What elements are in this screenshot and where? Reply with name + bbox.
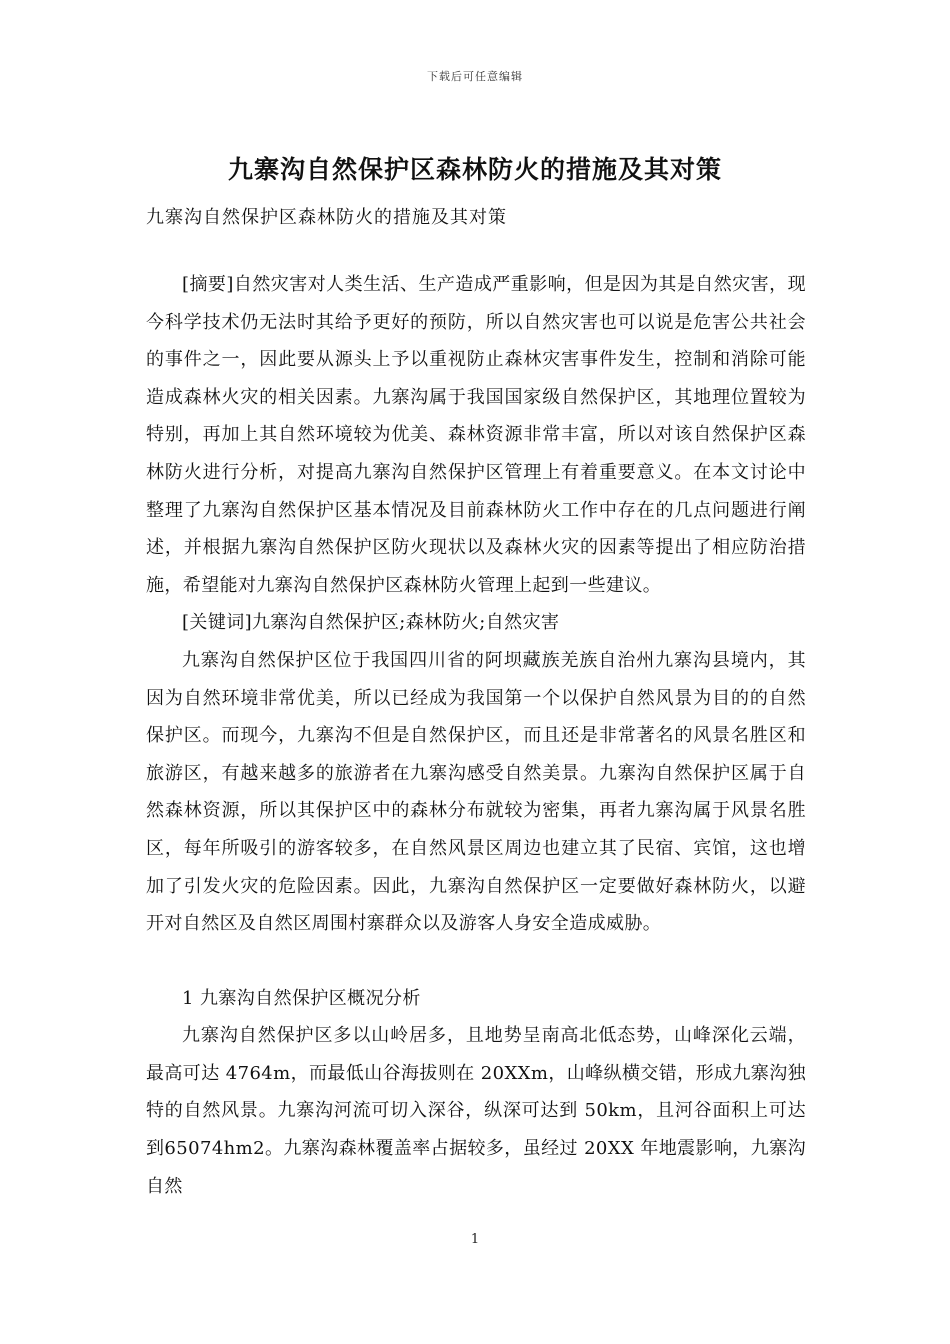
header-note: 下载后可任意编辑 [427,70,523,83]
section-paragraph: 九寨沟自然保护区多以山岭居多，且地势呈南高北低态势，山峰深化云端，最高可达 4764m，而最低山谷海拔则在 20XXm，山峰纵横交错，形成九寨沟独特的自然风景。九寨沟河流可切入深谷，纵深可达到 50km，且河谷面积上可达到65074hm2。九寨沟森林覆盖率占据较多，虽经过 20XX 年地震影响，九寨沟自然 [146,1025,806,1197]
keywords-paragraph: [关键词]九寨沟自然保护区;森林防火;自然灾害 [182,612,560,634]
document-subtitle: 九寨沟自然保护区森林防火的措施及其对策 [146,207,507,228]
document-title: 九寨沟自然保护区森林防火的措施及其对策 [227,155,722,184]
page-number: 1 [470,1232,480,1247]
intro-paragraph: 九寨沟自然保护区位于我国四川省的阿坝藏族羌族自治州九寨沟县境内，其因为自然环境非常优美，所以已经成为我国第一个以保护自然风景为目的的自然保护区。而现今，九寨沟不但是自然保护区，而且还是非常著名的风景名胜区和旅游区，有越来越多的旅游者在九寨沟感受自然美景。九寨沟自然保护区属于自然森林资源，所以其保护区中的森林分布就较为密集，再者九寨沟属于风景名胜区，每年所吸引的游客较多，在自然风景区周边也建立其了民宿、宾馆，这也增加了引发火灾的危险因素。因此，九寨沟自然保护区一定要做好森林防火，以避开对自然区及自然区周围村寨群众以及游客人身安全造成威胁。 [146,649,806,935]
document-body [146,266,806,1205]
section-heading: 1 九寨沟自然保护区概况分析 [182,987,421,1009]
abstract-paragraph: [摘要]自然灾害对人类生活、生产造成严重影响，但是因为其是自然灾害，现今科学技术仍无法时其给予更好的预防，所以自然灾害也可以说是危害公共社会的事件之一，因此要从源头上予以重视防止森林灾害事件发生，控制和消除可能造成森林火灾的相关因素。九寨沟属于我国国家级自然保护区，其地理位置较为特别，再加上其自然环境较为优美、森林资源非常丰富，所以对该自然保护区森林防火进行分析，对提高九寨沟自然保护区管理上有着重要意义。在本文讨论中整理了九寨沟自然保护区基本情况及目前森林防火工作中存在的几点问题进行阐述，并根据九寨沟自然保护区防火现状以及森林火灾的因素等提出了相应防治措施，希望能对九寨沟自然保护区森林防火管理上起到一些建议。 [146,274,806,596]
